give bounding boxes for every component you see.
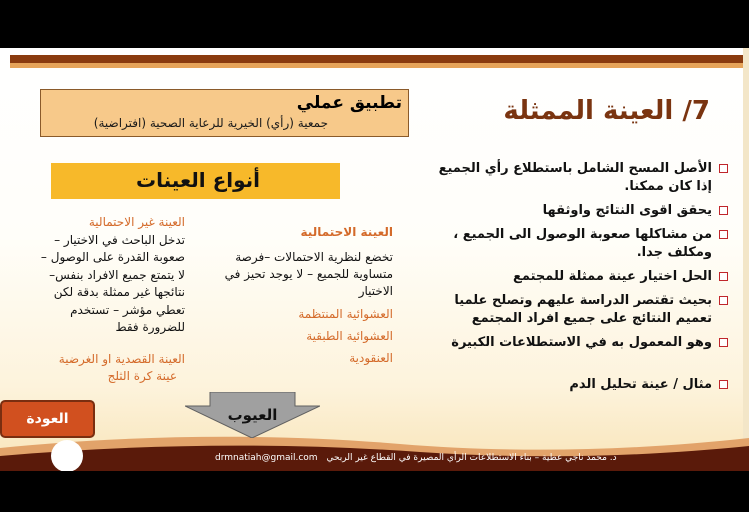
prob-line: تخضع لنظرية الاحتمالات –فرصة — [235, 250, 393, 264]
bullet-item — [420, 160, 728, 196]
white-circle — [51, 440, 83, 471]
example-item — [420, 376, 728, 394]
nonprob-line: للضرورة فقط — [115, 320, 185, 334]
bullet-text: من مشاكلها صعوبة الوصول الى الجميع ، ومكلف جدا. — [453, 227, 712, 260]
bullet-item — [420, 202, 728, 220]
prob-line: متساوية للجميع – لا يوجد تحيز في — [224, 267, 393, 281]
bullet-text: بحيث تقتصر الدراسة عليهم وتصلح علميا تعميم النتائج على جميع افراد المجتمع — [454, 293, 712, 326]
square-bullet-icon — [719, 206, 728, 215]
footer-email: drmnatiah@gmail.com — [215, 453, 318, 463]
drawbacks-label[interactable]: العيوب — [227, 406, 278, 424]
nonprob-line: تعطي مؤشر – تستخدم — [70, 302, 185, 317]
applied-example-title: تطبيق عملي — [296, 93, 402, 113]
bullet-text: وهو المعمول به في الاستطلاعات الكبيرة — [451, 335, 712, 350]
bullet-list — [420, 160, 728, 400]
applied-example-subtitle: جمعية (رأي) الخيرية للرعاية الصحية (افتراضية) — [93, 116, 328, 130]
square-bullet-icon — [719, 164, 728, 173]
square-bullet-icon — [719, 230, 728, 239]
top-bar-dark — [10, 55, 743, 63]
bullet-text: يحقق اقوى النتائج واوثقها — [542, 203, 712, 218]
sample-types-heading: أنواع العينات — [136, 168, 260, 192]
sample-types-heading-box — [51, 163, 340, 199]
nonprob-heading: العينة غير الاحتمالية — [88, 215, 185, 229]
nonprob-line: تدخل الباحث في الاختيار – — [54, 232, 185, 247]
bullet-text: الحل اختيار عينة ممثلة للمجتمع — [512, 269, 712, 284]
bullet-item — [420, 334, 728, 352]
square-bullet-icon — [719, 338, 728, 347]
nonprob-line: نتائجها غير ممثلة بدقة لكن — [53, 285, 185, 299]
nonprob-line: صعوبة القدرة على الوصول – — [40, 250, 185, 264]
prob-type: العشوائية المنتظمة — [298, 307, 393, 321]
top-bar-light — [10, 63, 743, 68]
prob-column — [205, 224, 393, 367]
prob-type: العنقودية — [349, 351, 393, 365]
footer-author: د. محمد ناجي عطية – بناء الاستطلاعات الرأي المصيرة في القطاع غير الربحي — [326, 453, 617, 463]
applied-example-box — [40, 89, 409, 137]
nonprob-type: العينة القصدية او الغرضية — [58, 351, 185, 366]
bullet-item — [420, 226, 728, 262]
presentation-slide — [0, 48, 749, 471]
nonprob-type: عينة كرة الثلج — [107, 369, 177, 383]
bottom-wave — [0, 430, 749, 471]
prob-heading: العينة الاحتمالية — [300, 225, 393, 239]
slide-title: 7/ العينة الممثلة — [503, 96, 710, 126]
bullet-item — [420, 292, 728, 328]
nonprob-column — [40, 214, 185, 386]
back-button[interactable]: العودة — [0, 400, 95, 438]
bullet-item — [420, 268, 728, 286]
footer — [215, 453, 617, 463]
square-bullet-icon — [719, 272, 728, 281]
slide-edge — [743, 48, 749, 471]
nonprob-line: لا يتمتع جميع الافراد بنفس– — [49, 267, 185, 282]
prob-type: العشوائية الطبقية — [306, 329, 393, 343]
square-bullet-icon — [719, 380, 728, 389]
square-bullet-icon — [719, 296, 728, 305]
example-text: مثال / عينة تحليل الدم — [569, 377, 712, 392]
prob-line: الاختيار — [358, 284, 393, 298]
bullet-text: الأصل المسح الشامل باستطلاع رأي الجميع إذا كان ممكنا. — [438, 161, 712, 194]
